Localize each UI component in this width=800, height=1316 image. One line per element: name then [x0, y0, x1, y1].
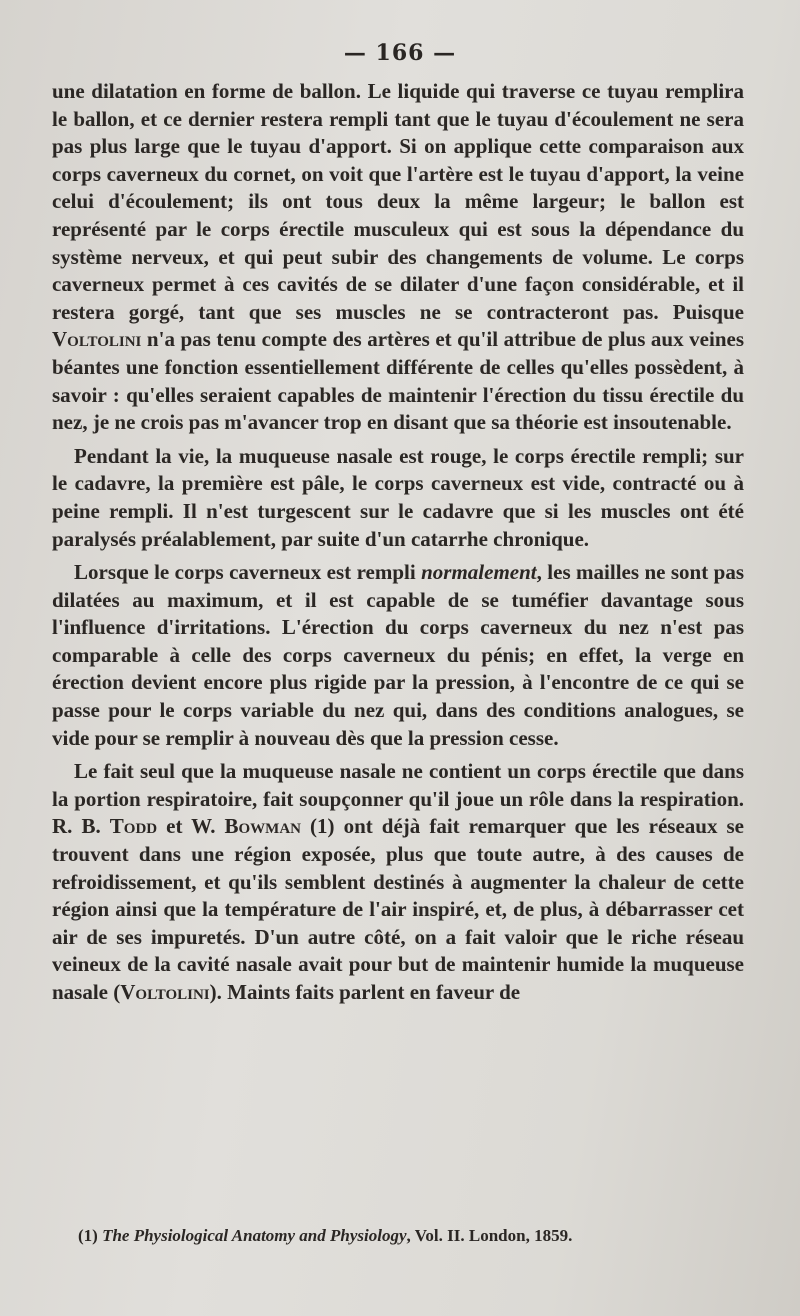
- footnote-book-title: The Physiological Anatomy and Physiology: [102, 1226, 407, 1245]
- author-name-voltolini: Voltolini: [52, 327, 142, 352]
- text-segment: n'a pas tenu compte des artères et qu'il attribue de plus aux veines béantes une fonction essentiellement différente de celles qu'elles possèdent, à savoir : qu'elles seraient capables de maintenir l'érection du tissu érectile du nez, je ne crois pas m'avancer trop en disant que sa théorie est insoutenable.: [52, 327, 744, 435]
- paragraph-3: [52, 559, 744, 752]
- paragraph-1: [52, 78, 744, 437]
- author-name-voltolini: Voltolini: [120, 980, 210, 1004]
- footnote: [78, 1226, 758, 1246]
- paragraph-4: [52, 758, 744, 1006]
- text-segment: Pendant la vie, la muqueuse nasale est rouge, le corps érectile rempli; sur le cadavre, la première est pâle, le corps caverneux est vide, contracté ou à peine rempli. Il n'est turgescent sur le cadavre que si les muscles ont été paralysés préalablement, par suite d'un catarrhe chronique.: [52, 443, 744, 551]
- footnote-reference: , Vol. II. London, 1859.: [406, 1226, 573, 1245]
- text-segment: Lorsque le corps caverneux est rempli: [74, 560, 422, 585]
- author-name-todd: Todd: [109, 814, 158, 839]
- paragraph-2: [52, 443, 744, 553]
- text-segment: (1) ont déjà fait remarquer que les réseaux se trouvent dans une région exposée, plus que toute autre, à des causes de refroidissement, et qu'ils semblent destinés à augmenter la chaleur de cette région ainsi que la température de l'air inspiré, et, de plus, à débarrasser cet air de ses impuretés. D'un autre côté, on a fait valoir que le riche réseau veineux de la cavité nasale avait pour but de maintenir humide la muqueuse nasale (: [52, 814, 744, 1004]
- body-text: [52, 78, 744, 1013]
- author-name-bowman: Bowman: [224, 814, 301, 839]
- text-segment: , les mailles ne sont pas dilatées au maximum, et il est capable de se tuméfier davantage sous l'influence d'irritations. L'érection du corps caverneux du nez n'est pas comparable à celle des corps caverneux du pénis; en effet, la verge en érection devient encore plus rigide par la pression, à l'encontre de ce qui se passe pour le corps variable du nez qui, dans des conditions analogues, se vide pour se remplir à nouveau dès que la pression cesse.: [52, 560, 745, 750]
- text-segment: ). Maints faits parlent en faveur de: [209, 980, 521, 1004]
- text-segment: une dilatation en forme de ballon. Le liquide qui traverse ce tuyau remplira le ballon, et ce dernier restera rempli tant que le tuyau d'écoulement ne sera pas plus large que le tuyau d'apport. Si on applique cette comparaison aux corps caverneux du cornet, on voit que l'artère est le tuyau d'apport, la veine celui d'écoulement; ils ont tous deux la même largeur; le ballon est représenté par le corps érectile musculeux qui est sous la dépendance du système nerveux, et qui peut subir des changements de volume. Le corps caverneux permet à ces cavités de se dilater d'une façon considérable, et il restera gorgé, tant que ses muscles ne se contracteront pas. Puisque: [52, 79, 744, 324]
- text-segment: et W.: [157, 814, 225, 839]
- emphasis-normalement: normalement: [421, 560, 537, 585]
- page-number: — 166 —: [343, 40, 457, 66]
- footnote-marker: (1): [78, 1226, 98, 1245]
- text-segment: Le fait seul que la muqueuse nasale ne contient un corps érectile que dans la portion respiratoire, fait soupçonner qu'il joue un rôle dans la respiration. R. B.: [52, 759, 744, 839]
